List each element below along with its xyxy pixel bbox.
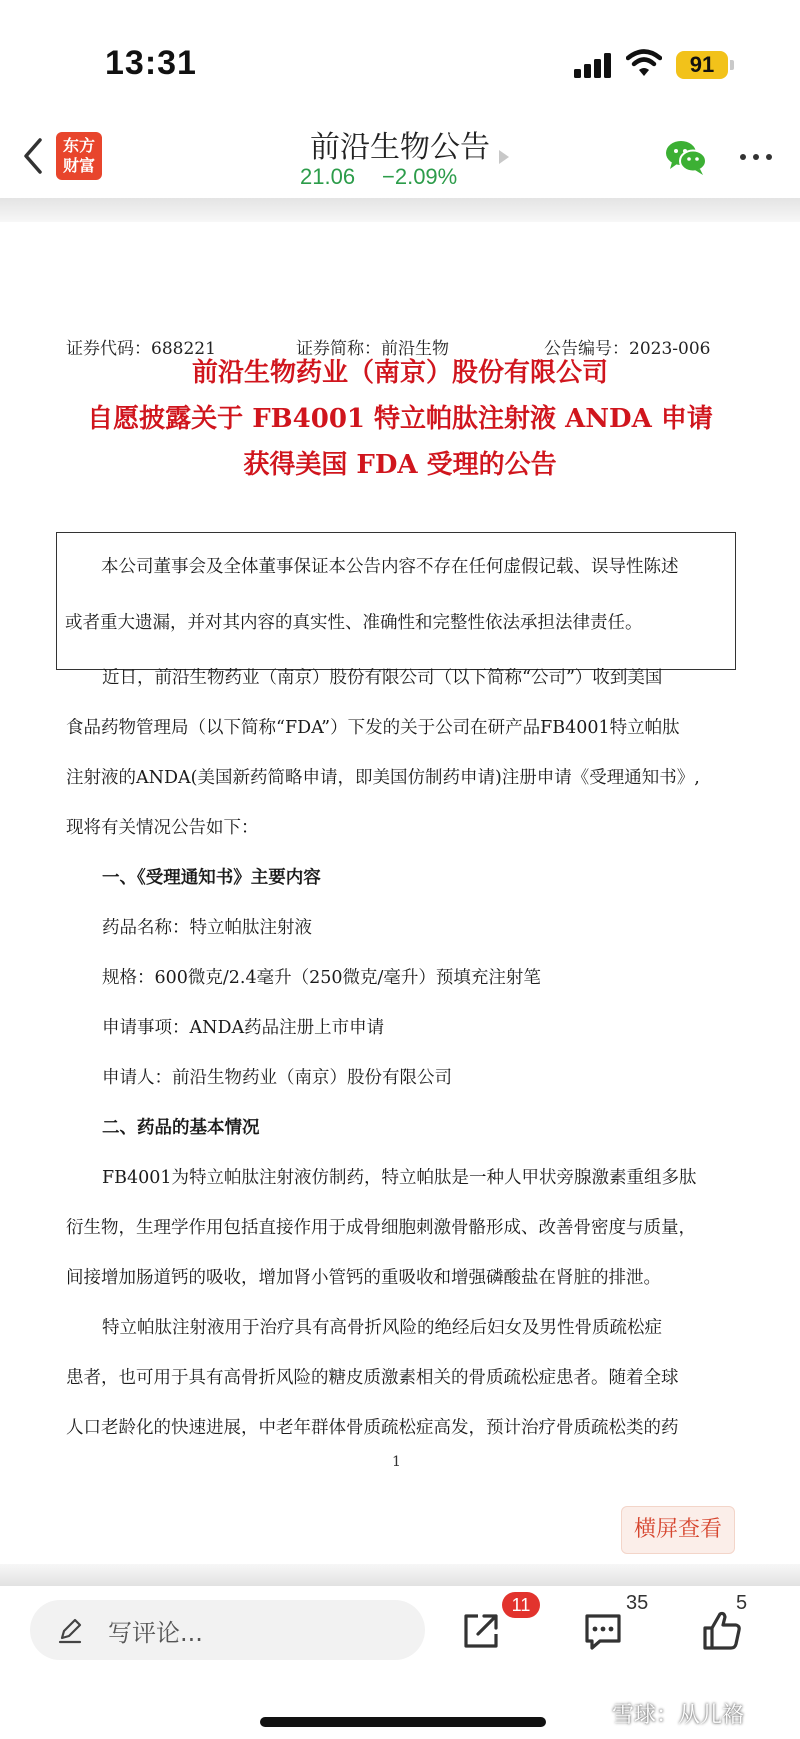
battery-indicator: 91 <box>676 51 728 79</box>
nav-bar <box>0 120 800 198</box>
notice-box-line: 或者重大遗漏，并对其内容的真实性、准确性和完整性依法承担法律责任。 <box>65 613 643 633</box>
wifi-icon <box>626 48 662 78</box>
back-icon[interactable] <box>18 134 48 178</box>
notice-box-line: 本公司董事会及全体董事保证本公告内容不存在任何虚假记载、误导性陈述 <box>101 557 679 577</box>
guarantee-notice-box <box>56 532 736 670</box>
page-number: 1 <box>392 1454 401 1470</box>
watermark: 雪球：从儿袼 <box>612 1703 745 1728</box>
announcement-document <box>0 222 800 1564</box>
page-title: 前沿生物公告 <box>310 130 490 165</box>
more-icon[interactable] <box>740 152 774 162</box>
share-icon[interactable] <box>460 1610 502 1652</box>
document-edge-top <box>0 198 800 222</box>
status-bar <box>0 0 800 120</box>
paragraph-line: 人口老龄化的快速进展，中老年群体骨质疏松症高发，预计治疗骨质疏松类的药 <box>66 1418 679 1438</box>
document-title-line: 前沿生物药业（南京）股份有限公司 <box>191 358 608 388</box>
comment-icon[interactable] <box>582 1610 624 1652</box>
paragraph-line: 现将有关情况公告如下： <box>66 818 259 838</box>
paragraph-line: 食品药物管理局（以下简称“FDA”）下发的关于公司在研产品FB4001特立帕肽 <box>66 718 680 738</box>
section-heading: 二、药品的基本情况 <box>102 1118 260 1138</box>
status-time: 13:31 <box>105 44 197 82</box>
paragraph-line: 近日，前沿生物药业（南京）股份有限公司（以下简称“公司”）收到美国 <box>102 668 663 688</box>
paragraph-line: FB4001为特立帕肽注射液仿制药，特立帕肽是一种人甲状旁腺激素重组多肽 <box>102 1168 697 1188</box>
landscape-view-button[interactable]: 横屏查看 <box>621 1506 735 1554</box>
paragraph-line: 患者，也可用于具有高骨折风险的糖皮质激素相关的骨质疏松症患者。随着全球 <box>66 1368 679 1388</box>
stock-short-name: 证券简称：前沿生物 <box>296 339 449 359</box>
battery-tip <box>730 60 734 70</box>
paragraph-line: 注射液的ANDA(美国新药简略申请，即美国仿制药申请)注册申请《受理通知书》, <box>66 768 700 788</box>
app-logo-line1: 东方 <box>62 136 95 155</box>
info-item: 规格：600微克/2.4毫升（250微克/毫升）预填充注射笔 <box>102 968 541 988</box>
document-edge-bottom <box>0 1564 800 1586</box>
info-item: 申请事项：ANDA药品注册上市申请 <box>102 1018 385 1038</box>
section-heading: 一、《受理通知书》主要内容 <box>102 868 321 888</box>
app-logo <box>56 132 102 180</box>
like-count: 5 <box>736 1592 748 1614</box>
paragraph-line: 特立帕肽注射液用于治疗具有高骨折风险的绝经后妇女及男性骨质疏松症 <box>102 1318 662 1338</box>
pencil-icon <box>56 1616 84 1644</box>
notice-number: 公告编号：2023-006 <box>544 339 711 359</box>
wechat-share-icon[interactable] <box>664 138 708 176</box>
cellular-signal-icon <box>574 52 614 78</box>
share-count-badge: 11 <box>502 1592 540 1618</box>
comment-input[interactable] <box>30 1600 425 1660</box>
caret-right-icon[interactable] <box>499 150 509 164</box>
document-title-line: 获得美国 FDA 受理的公告 <box>243 450 557 480</box>
stock-price: 21.06 <box>300 164 356 189</box>
home-indicator[interactable] <box>260 1717 546 1727</box>
paragraph-line: 间接增加肠道钙的吸收，增加肾小管钙的重吸收和增强磷酸盐在肾脏的排泄。 <box>66 1268 661 1288</box>
document-title-line: 自愿披露关于 FB4001 特立帕肽注射液 ANDA 申请 <box>87 404 713 434</box>
comment-count: 35 <box>626 1592 649 1614</box>
app-logo-line2: 财富 <box>62 156 95 175</box>
paragraph-line: 衍生物，生理学作用包括直接作用于成骨细胞刺激骨骼形成、改善骨密度与质量， <box>66 1218 696 1238</box>
stock-code: 证券代码：688221 <box>66 339 216 359</box>
info-item: 申请人：前沿生物药业（南京）股份有限公司 <box>102 1068 452 1088</box>
comment-placeholder: 写评论... <box>108 1619 203 1647</box>
bottom-action-bar <box>0 1586 800 1739</box>
stock-change: −2.09% <box>382 164 458 189</box>
info-item: 药品名称：特立帕肽注射液 <box>102 918 312 938</box>
